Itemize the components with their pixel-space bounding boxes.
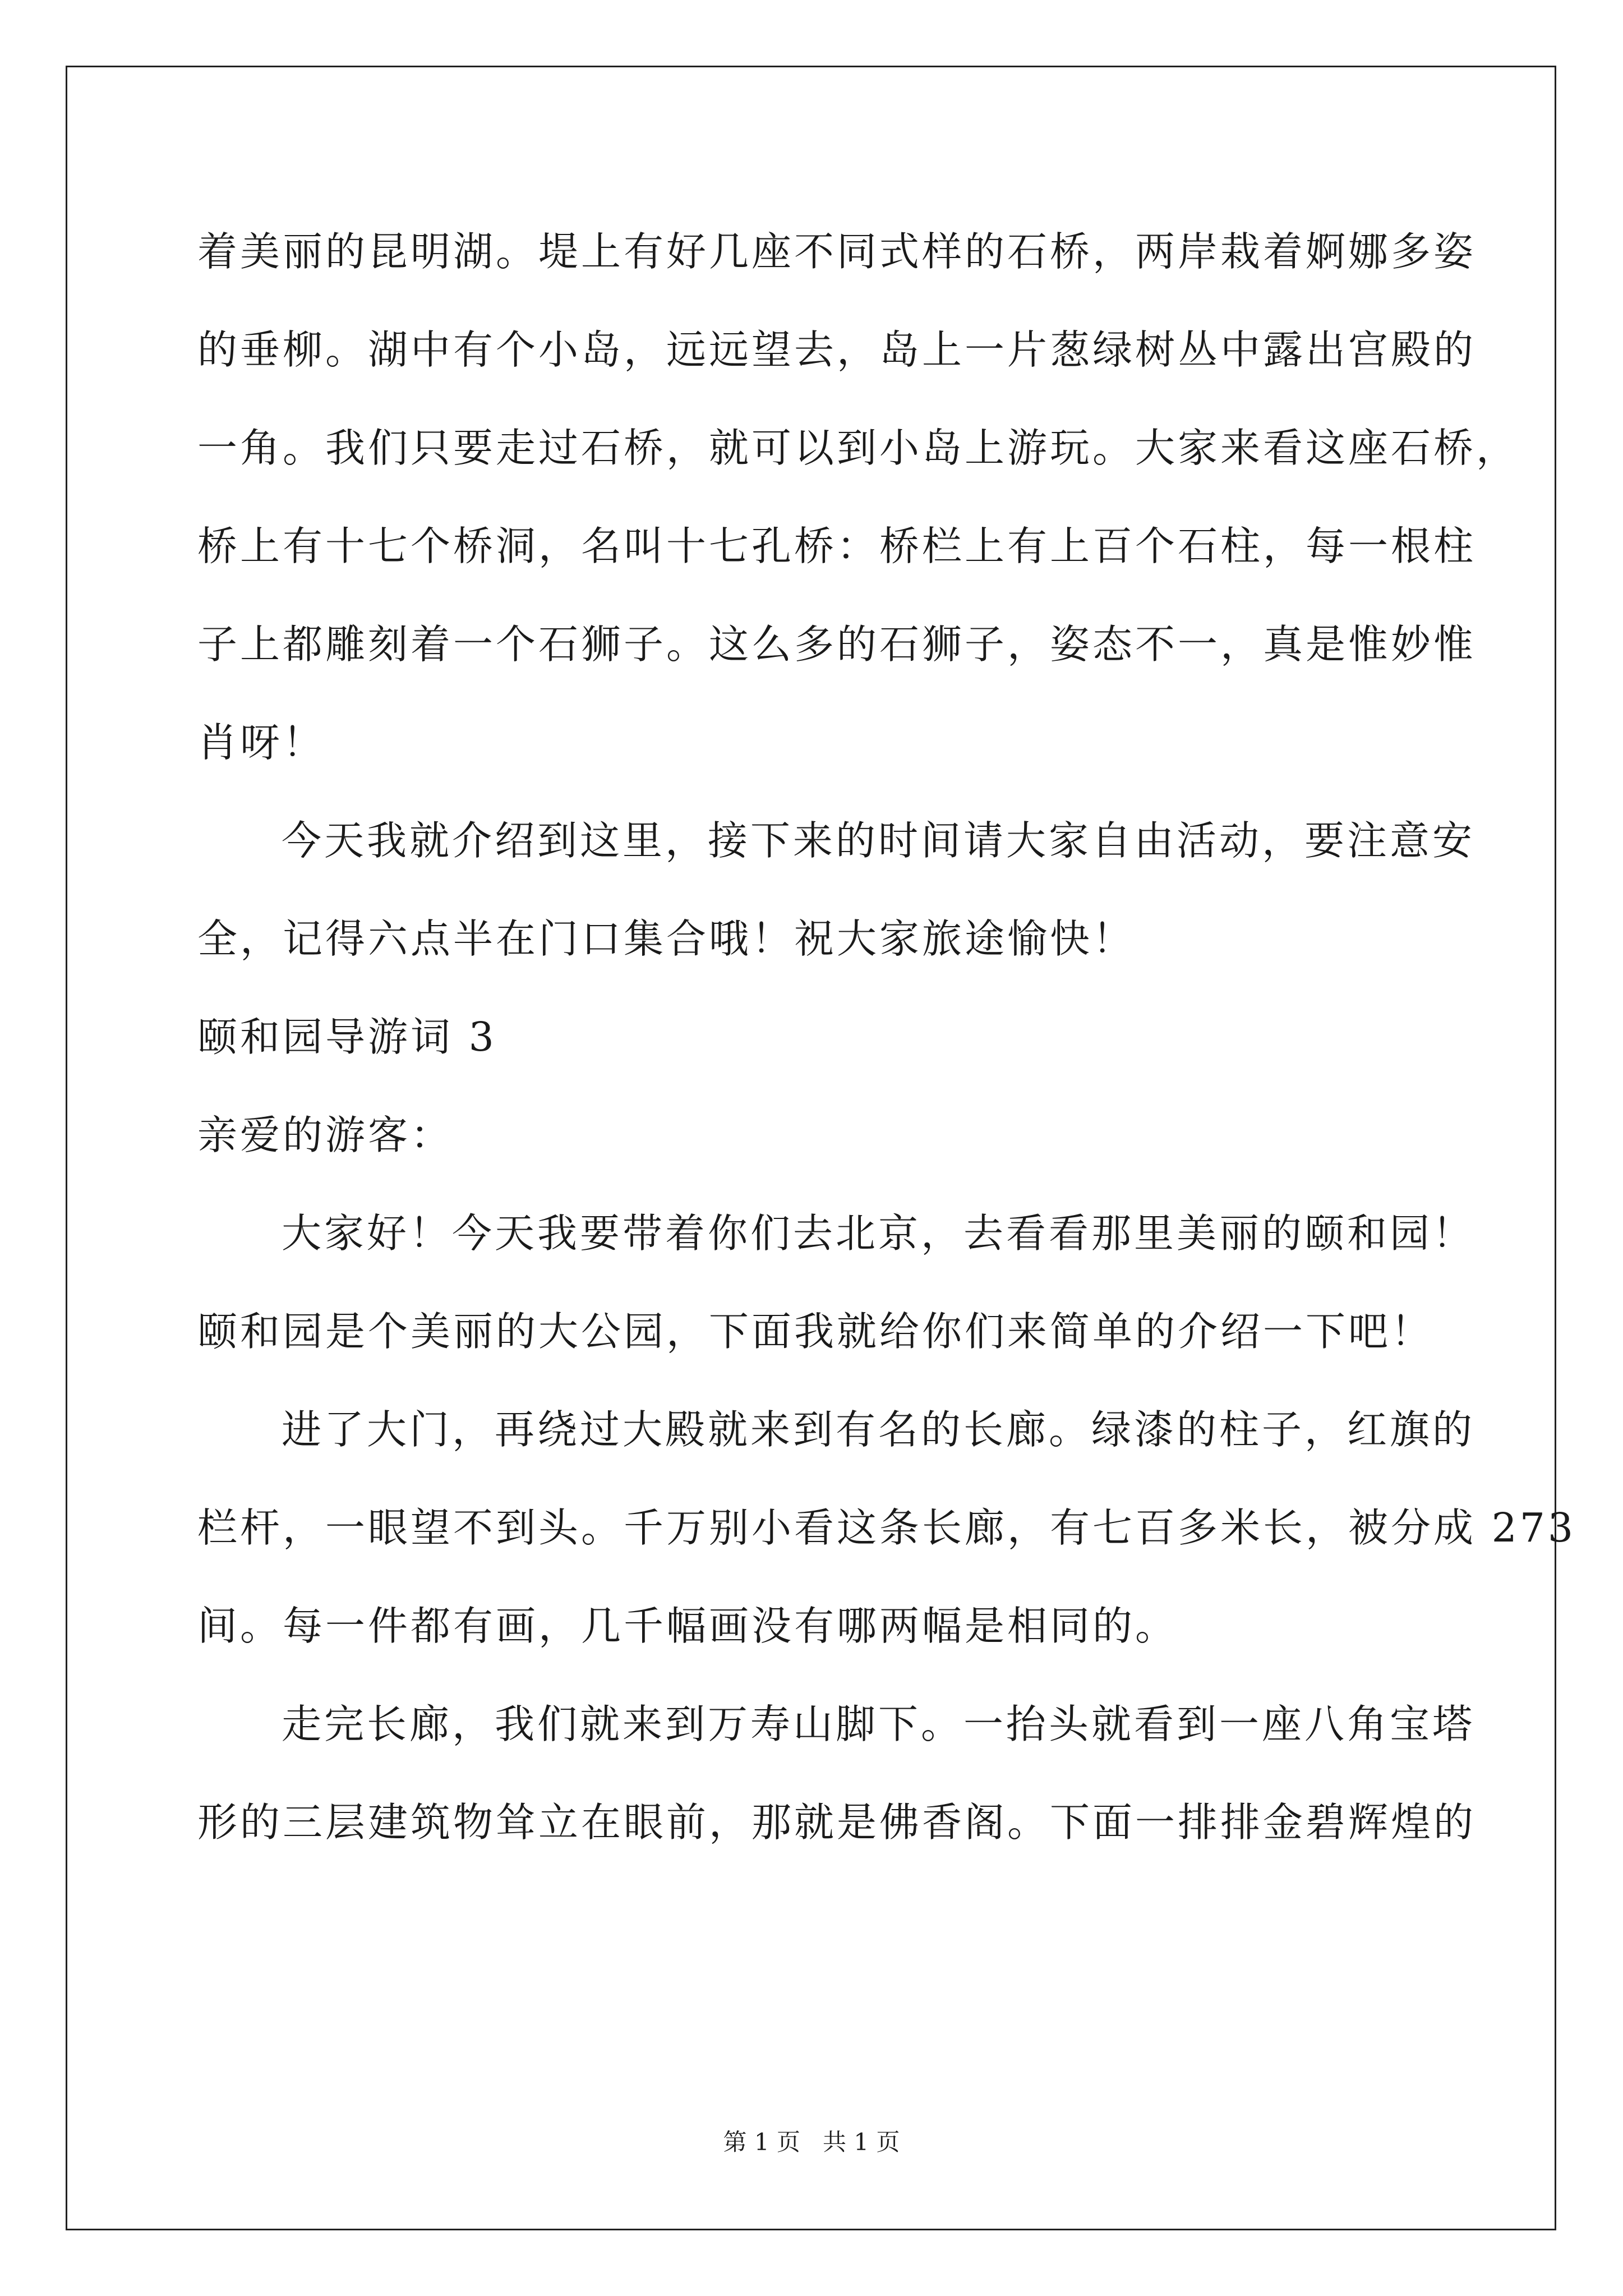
text-line: 今天我就介绍到这里，接下来的时间请大家自由活动，要注意安 bbox=[282, 817, 1476, 864]
text-line: 一角。我们只要走过石桥，就可以到小岛上游玩。大家来看这座石桥， bbox=[197, 425, 1519, 471]
text-line: 形的三层建筑物耸立在眼前，那就是佛香阁。下面一排排金碧辉煌的 bbox=[197, 1799, 1477, 1846]
salutation: 亲爱的游客： bbox=[197, 1112, 454, 1158]
text-line: 的垂柳。湖中有个小岛，远远望去，岛上一片葱绿树丛中露出宫殿的 bbox=[197, 326, 1477, 373]
text-line: 桥上有十七个桥洞，名叫十七孔桥：桥栏上有上百个石柱，每一根柱 bbox=[197, 523, 1477, 569]
text-line: 大家好！今天我要带着你们去北京，去看看那里美丽的颐和园！ bbox=[282, 1210, 1476, 1257]
text-line: 子上都雕刻着一个石狮子。这么多的石狮子，姿态不一，真是惟妙惟 bbox=[197, 621, 1477, 668]
text-line: 间。每一件都有画，几千幅画没有哪两幅是相同的。 bbox=[197, 1603, 1178, 1649]
text-line: 栏杆，一眼望不到头。千万别小看这条长廊，有七百多米长，被分成 273 bbox=[197, 1504, 1576, 1551]
page-footer: 第 1 页 共 1 页 bbox=[723, 2128, 900, 2156]
section-heading: 颐和园导游词 3 bbox=[197, 1014, 497, 1060]
text-line: 全，记得六点半在门口集合哦！祝大家旅途愉快！ bbox=[197, 915, 1136, 962]
text-line: 着美丽的昆明湖。堤上有好几座不同式样的石桥，两岸栽着婀娜多姿 bbox=[197, 228, 1477, 275]
document-body bbox=[197, 217, 1576, 1885]
text-line: 肖呀！ bbox=[197, 719, 326, 766]
text-line: 进了大门，再绕过大殿就来到有名的长廊。绿漆的柱子，红旗的 bbox=[282, 1406, 1476, 1453]
text-line: 颐和园是个美丽的大公园，下面我就给你们来简单的介绍一下吧！ bbox=[197, 1308, 1434, 1355]
text-line: 走完长廊，我们就来到万寿山脚下。一抬头就看到一座八角宝塔 bbox=[282, 1701, 1476, 1747]
